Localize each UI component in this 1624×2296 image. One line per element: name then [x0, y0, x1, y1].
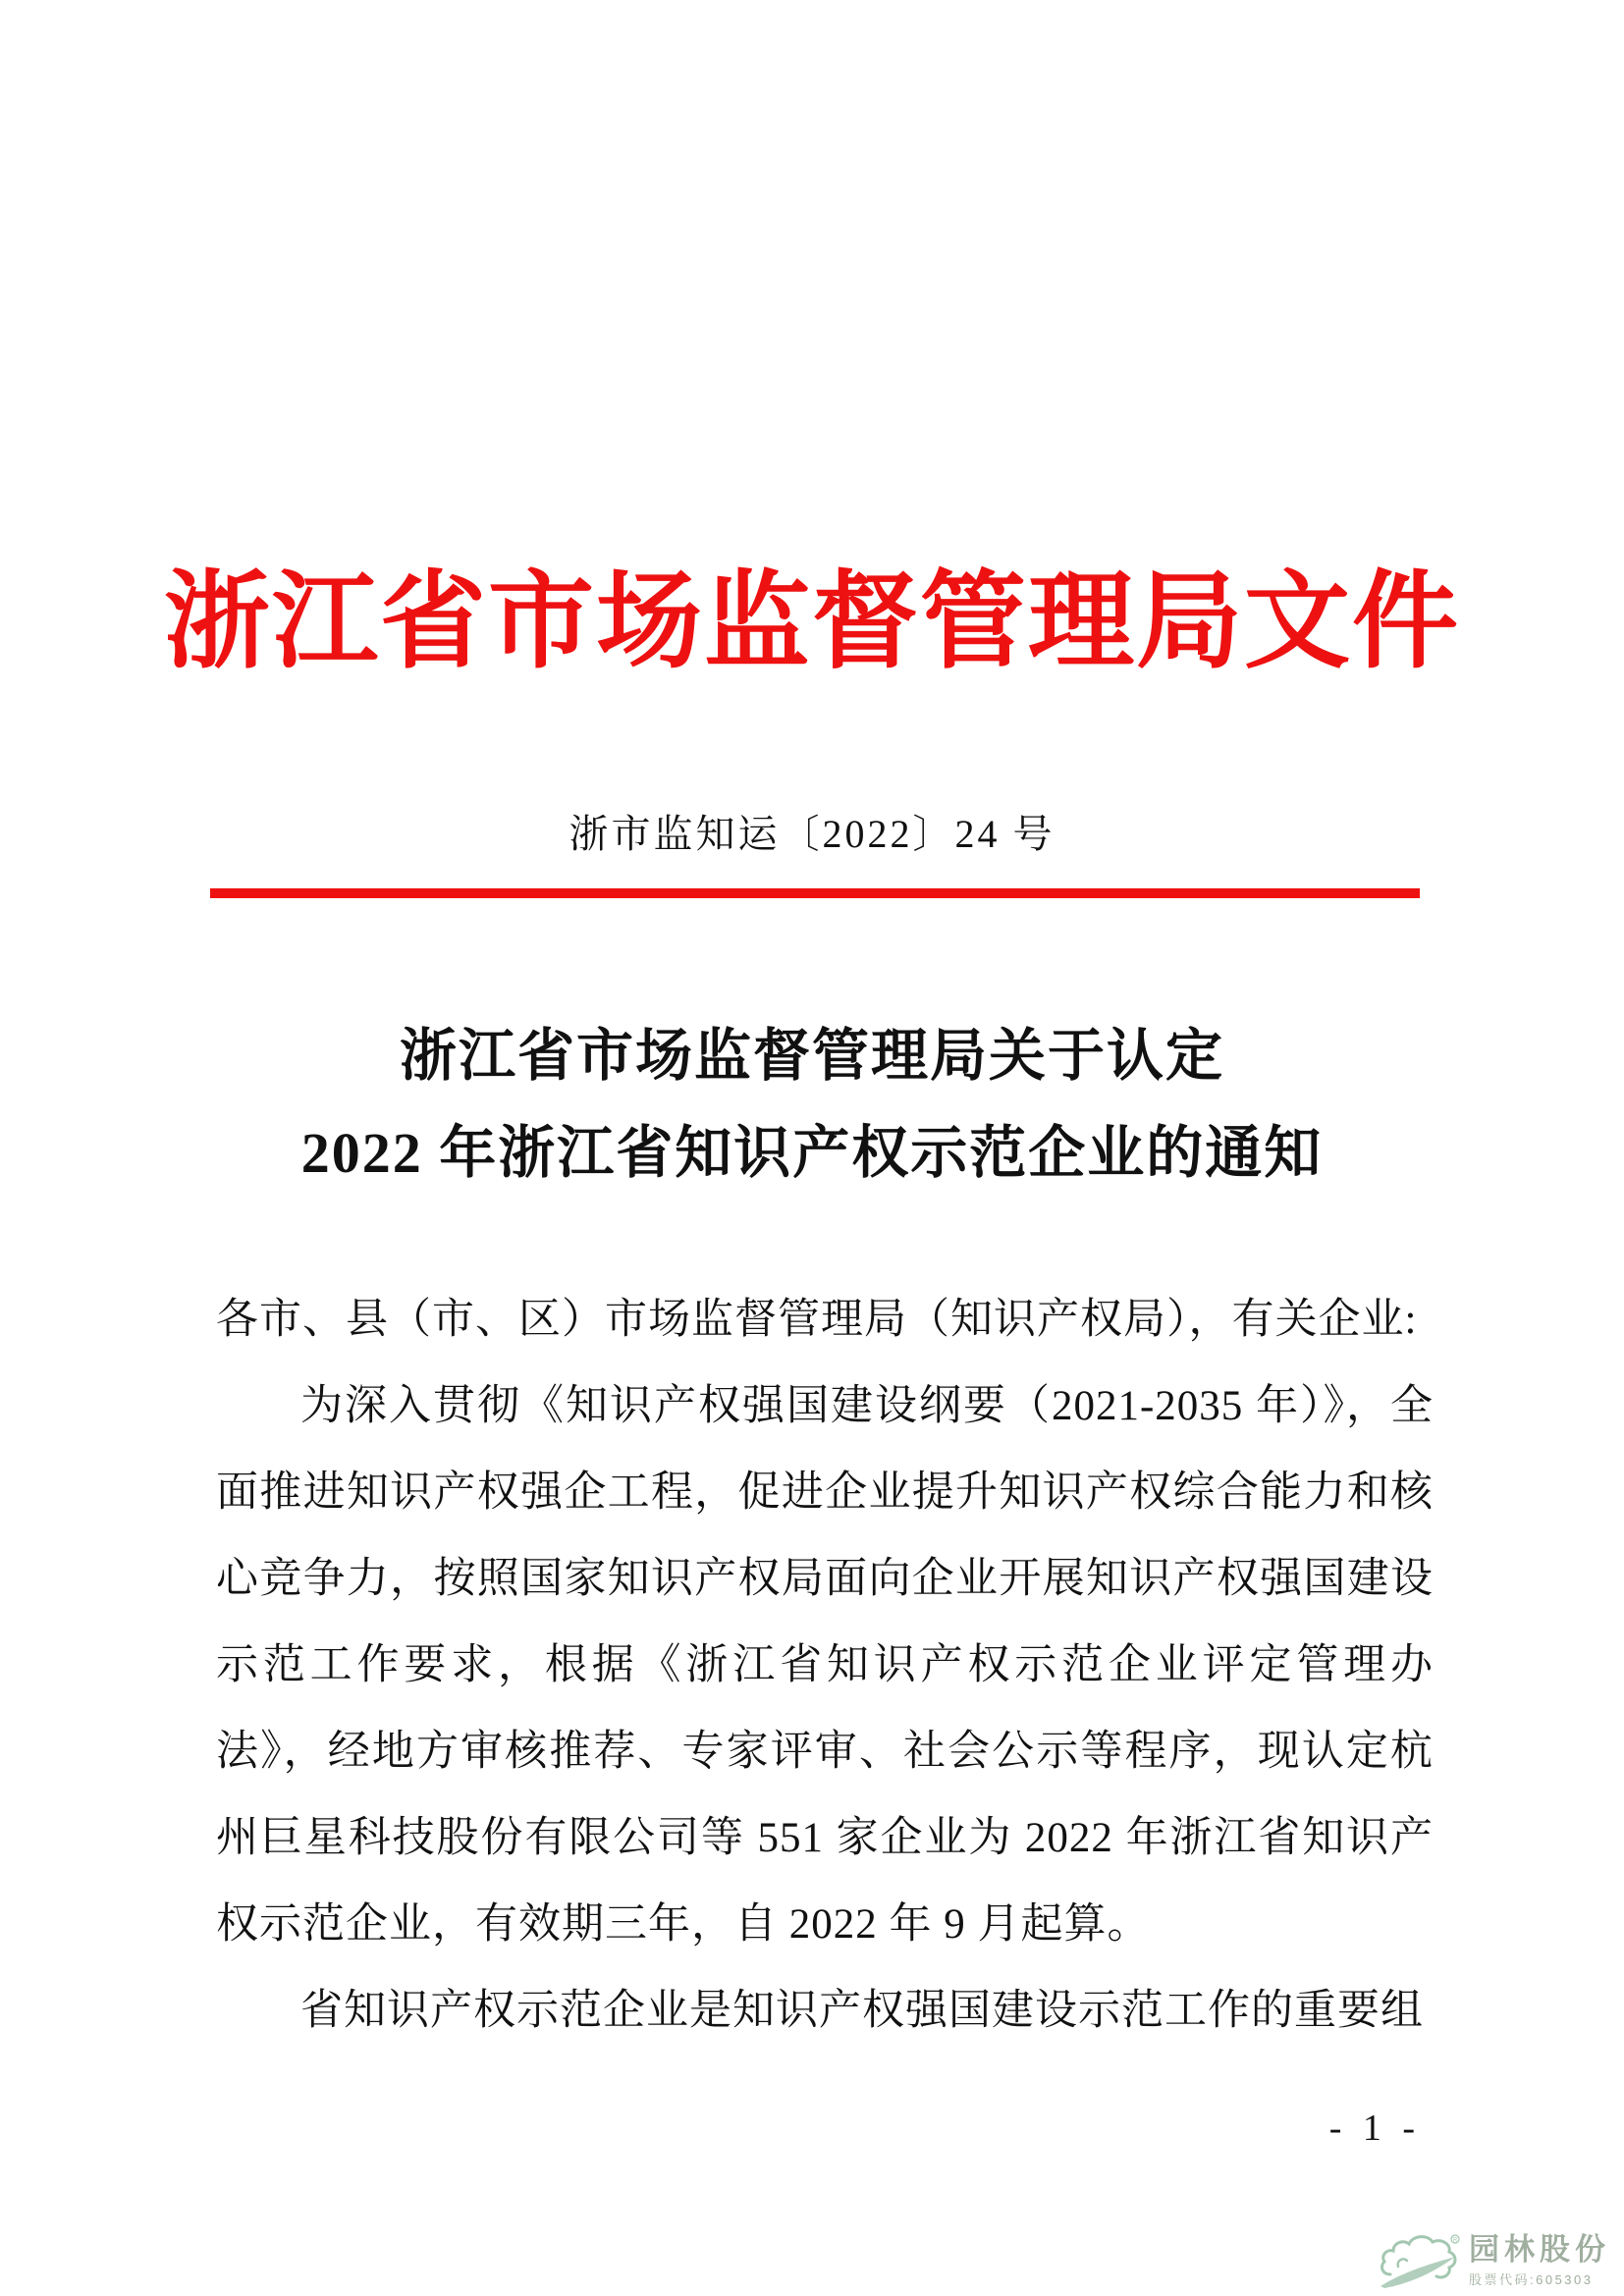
- notice-title: [0, 1007, 1624, 1201]
- body-paragraphs: [216, 1363, 1434, 2055]
- watermark-text: [1469, 2234, 1610, 2292]
- company-logo-icon: [1377, 2231, 1461, 2292]
- watermark-stock-code: 股票代码:605303: [1469, 2272, 1594, 2287]
- body-paragraph: 省知识产权示范企业是知识产权强国建设示范工作的重要组: [300, 1988, 1424, 2034]
- salutation-line: 各市、县（市、区）市场监督管理局（知识产权局），有关企业:: [216, 1297, 1418, 1343]
- notice-title-line2: 2022 年浙江省知识产权示范企业的通知: [300, 1121, 1324, 1185]
- agency-title: 浙江省市场监督管理局文件: [163, 564, 1460, 681]
- watermark: [1377, 2231, 1610, 2292]
- svg-text:R: R: [1452, 2237, 1458, 2244]
- document-body: [216, 1277, 1434, 2055]
- doc-number: 浙市监知运〔2022〕24 号: [568, 812, 1056, 856]
- notice-title-line1: 浙江省市场监督管理局关于认定: [399, 1024, 1224, 1088]
- page-number: - 1 -: [1328, 2108, 1421, 2149]
- body-paragraph: 为深入贯彻《知识产权强国建设纲要（2021-2035 年）》，全面推进知识产权强企工程，促进企业提升知识产权综合能力和核心竞争力，按照国家知识产权局面向企业开展知识产权强国建设示范工作要求，根据《浙江省知识产权示范企业评定管理办法》，经地方审核推荐、专家评审、社会公示等程序，现认定杭州巨星科技股份有限公司等 551 家企业为 2022 年浙江省知识产权示范企业，有效期三年，自 2022 年 9 月起算。: [216, 1383, 1434, 1948]
- watermark-company-name: 园林股份: [1469, 2232, 1610, 2268]
- red-divider-line: [210, 888, 1420, 898]
